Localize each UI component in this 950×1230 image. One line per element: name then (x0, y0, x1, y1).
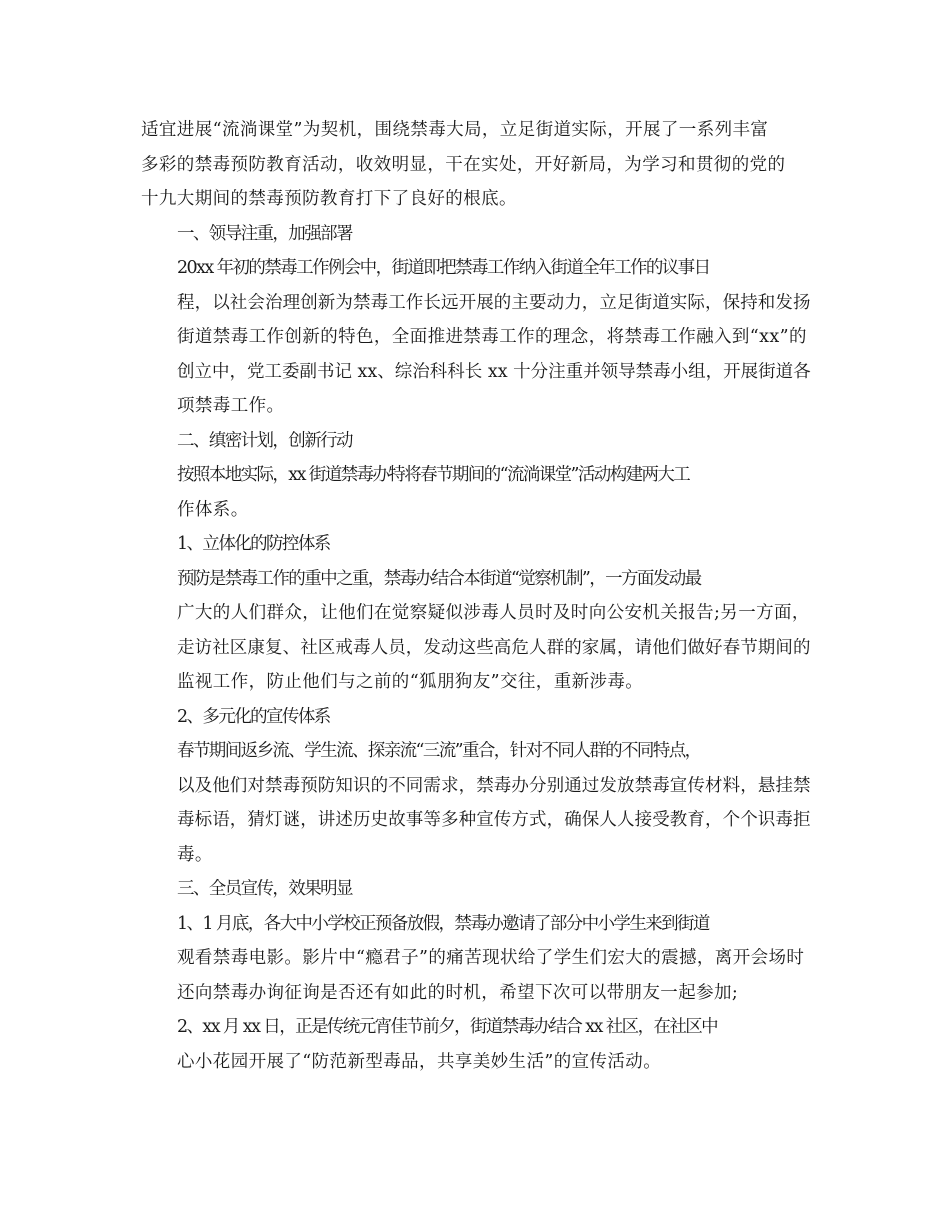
paragraph (141, 113, 813, 217)
paragraph (141, 1010, 813, 1079)
paragraph (141, 217, 813, 252)
paragraph (141, 424, 813, 459)
paragraph (141, 562, 813, 700)
text-line: 春节期间返乡流、学生流、探亲流“三流”重合，针对不同人群的不同特点， (177, 741, 701, 761)
text-line: 项禁毒工作。 (177, 396, 285, 416)
paragraph (141, 907, 813, 1011)
text-line: 二、缜密计划，创新行动 (177, 430, 352, 451)
text-line: 三、全员宣传，效果明显 (177, 879, 352, 899)
text-line: 心小花园开展了“防范新型毒品，共享美妙生活”的宣传活动。 (177, 1051, 662, 1072)
text-line: 1、立体化的防控体系 (177, 534, 330, 554)
text-line: 20xx 年初的禁毒工作例会中，街道即把禁毒工作纳入街道全年工作的议事日 (177, 258, 710, 278)
text-line: 创立中，党工委副书记 xx、综治科科长 xx 十分注重并领导禁毒小组，开展街道各 (177, 361, 811, 382)
text-line: 2、多元化的宣传体系 (177, 706, 330, 727)
text-line: 预防是禁毒工作的重中之重，禁毒办结合本街道“觉察机制”，一方面发动最 (177, 568, 701, 589)
paragraph (141, 700, 813, 735)
text-line: 按照本地实际，xx 街道禁毒办特将春节期间的“流淌课堂”活动构建两大工 (177, 465, 690, 485)
paragraph (141, 734, 813, 872)
paragraph (141, 458, 813, 527)
text-line: 监视工作，防止他们与之前的“狐朋狗友”交往，重新涉毒。 (177, 672, 644, 692)
paragraph (141, 527, 813, 562)
text-line: 还向禁毒办询征询是否还有如此的时机，希望下次可以带朋友一起参加; (177, 982, 739, 1003)
text-line: 2、xx 月 xx 日，正是传统元宵佳节前夕，街道禁毒办结合 xx 社区，在社区中 (177, 1017, 718, 1037)
document-body (141, 113, 813, 1079)
paragraph (141, 872, 813, 907)
text-line: 观看禁毒电影。影片中“瘾君子”的痛苦现状给了学生们宏大的震撼，离开会场时 (177, 948, 805, 968)
paragraph (141, 251, 813, 424)
text-line: 一、领导注重，加强部署 (177, 223, 352, 244)
text-line: 走访社区康复、社区戒毒人员，发动这些高危人群的家属，请他们做好春节期间的 (177, 637, 811, 658)
text-line: 适宜进展“流淌课堂”为契机，围绕禁毒大局，立足街道实际，开展了一系列丰富 (141, 120, 769, 140)
text-line: 以及他们对禁毒预防知识的不同需求，禁毒办分别通过发放禁毒宣传材料，悬挂禁 (177, 775, 811, 796)
text-line: 毒标语，猜灯谜，讲述历史故事等多种宣传方式，确保人人接受教育，个个识毒拒 (177, 810, 811, 830)
text-line: 程，以社会治理创新为禁毒工作长远开展的主要动力，立足街道实际，保持和发扬 (177, 292, 811, 313)
text-line: 毒。 (177, 844, 213, 865)
text-line: 作体系。 (177, 499, 249, 520)
text-line: 1、1 月底，各大中小学校正预备放假，禁毒办邀请了部分中小学生来到街道 (177, 913, 709, 934)
text-line: 街道禁毒工作创新的特色，全面推进禁毒工作的理念，将禁毒工作融入到“xx”的 (177, 327, 807, 347)
text-line: 广大的人们群众，让他们在觉察疑似涉毒人员时及时向公安机关报告;另一方面， (177, 603, 810, 623)
text-line: 十九大期间的禁毒预防教育打下了良好的根底。 (141, 189, 517, 209)
text-line: 多彩的禁毒预防教育活动，收效明显，干在实处，开好新局，为学习和贯彻的党的 (141, 154, 786, 175)
